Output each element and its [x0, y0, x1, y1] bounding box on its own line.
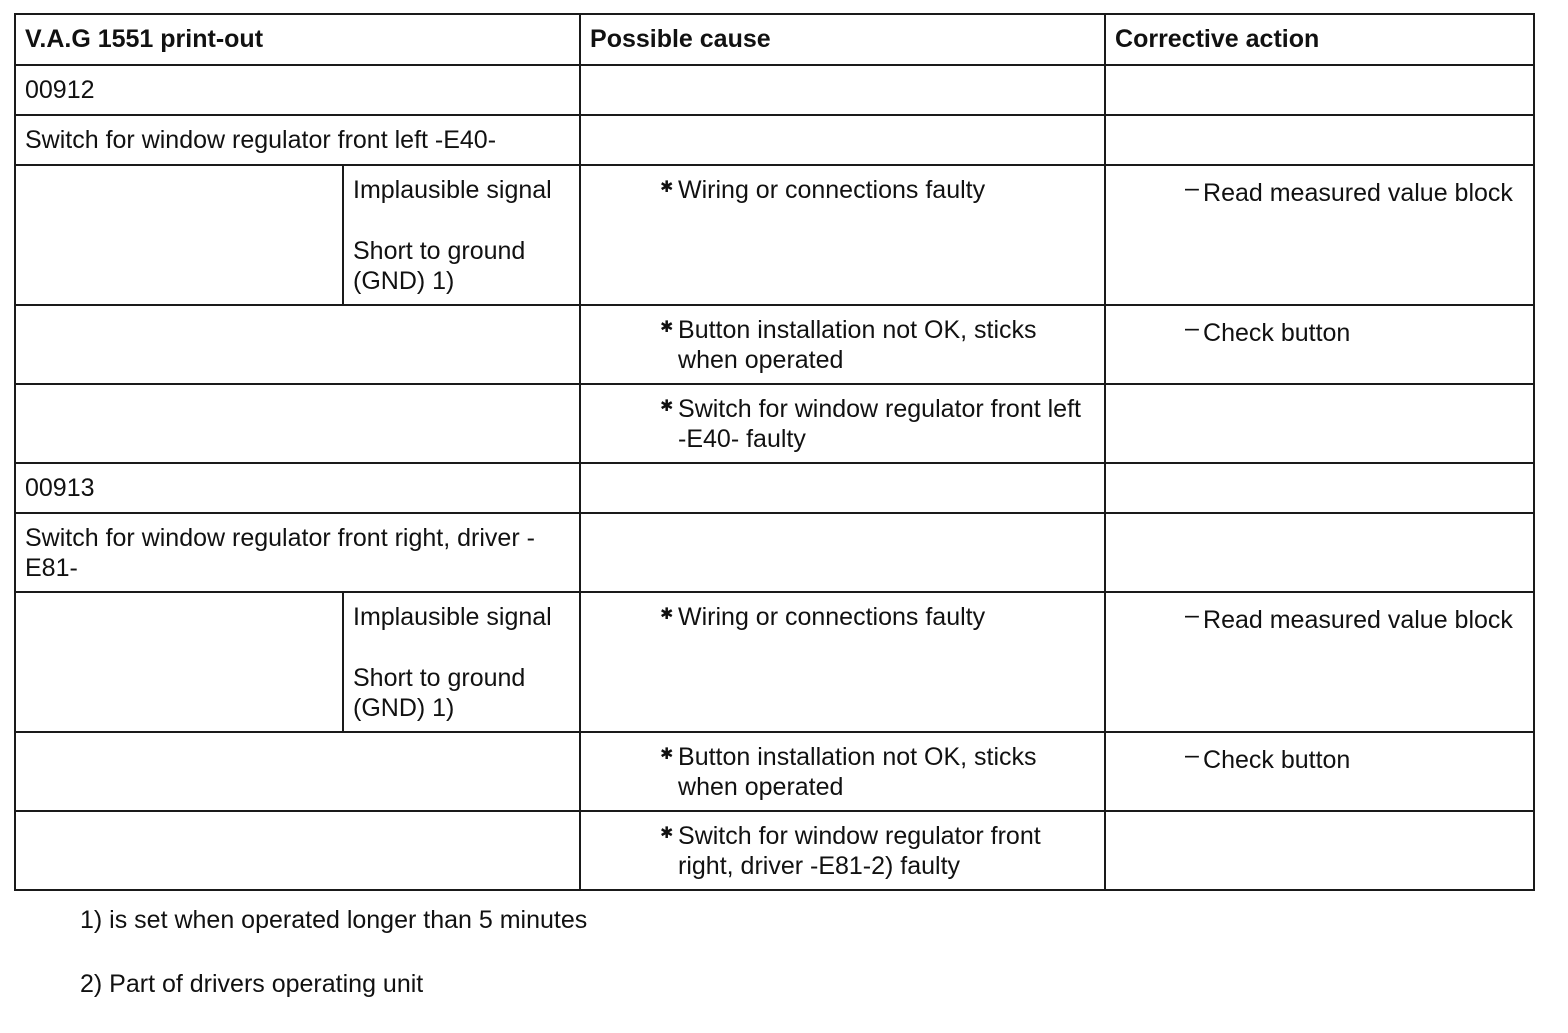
table-row: [15, 305, 1534, 384]
cause-text: Button installation not OK, sticks when operated: [678, 743, 1037, 801]
fault-description: [343, 165, 580, 305]
action-cell: [1105, 732, 1534, 811]
action-text: Check button: [1203, 746, 1351, 774]
empty-cell: [1105, 811, 1534, 890]
cause-cell: [580, 592, 1105, 732]
dash-icon: –: [1185, 741, 1199, 769]
empty-cell: [580, 463, 1105, 513]
action-cell: [1105, 305, 1534, 384]
cause-text: Wiring or connections faulty: [678, 603, 986, 631]
header-possible-cause: Possible cause: [580, 14, 1105, 65]
header-corrective-action: Corrective action: [1105, 14, 1534, 65]
fault-text: Implausible signal: [353, 176, 552, 204]
empty-cell: [15, 305, 580, 384]
empty-cell: [15, 384, 580, 463]
empty-cell: [15, 592, 343, 732]
table-row: [15, 732, 1534, 811]
footnotes: [80, 905, 587, 1033]
bullet-icon: ✱: [660, 606, 674, 623]
fault-text: Short to ground (GND) 1): [353, 664, 526, 722]
action-text: Read measured value block: [1203, 179, 1513, 207]
table-row: [15, 115, 1534, 165]
fault-code: 00912: [15, 65, 580, 115]
footnote-1: 1) is set when operated longer than 5 minutes: [80, 906, 588, 934]
dash-icon: –: [1185, 174, 1199, 202]
dash-icon: –: [1185, 314, 1199, 342]
bullet-icon: ✱: [660, 398, 674, 415]
cause-text: Switch for window regulator front right, driver -E81-2) faulty: [678, 822, 1041, 880]
spacer: [353, 205, 571, 236]
action-cell: [1105, 592, 1534, 732]
empty-cell: [15, 811, 580, 890]
cause-cell: [580, 811, 1105, 890]
header-printout: V.A.G 1551 print-out: [15, 14, 580, 65]
fault-text: Short to ground (GND) 1): [353, 237, 526, 295]
action-cell: [1105, 165, 1534, 305]
fault-code: 00913: [15, 463, 580, 513]
empty-cell: [580, 115, 1105, 165]
component-name: Switch for window regulator front left -E40-: [15, 115, 580, 165]
fault-table: [14, 13, 1535, 891]
empty-cell: [15, 732, 580, 811]
cause-cell: [580, 165, 1105, 305]
table-row: [15, 463, 1534, 513]
action-text: Check button: [1203, 319, 1351, 347]
table-row: [15, 513, 1534, 592]
bullet-icon: ✱: [660, 746, 674, 763]
cause-text: Button installation not OK, sticks when operated: [678, 316, 1037, 374]
dash-icon: –: [1185, 601, 1199, 629]
empty-cell: [1105, 513, 1534, 592]
empty-cell: [580, 513, 1105, 592]
table-row: [15, 592, 1534, 732]
fault-text: Implausible signal: [353, 603, 552, 631]
table-header-row: [15, 14, 1534, 65]
action-text: Read measured value block: [1203, 606, 1513, 634]
spacer: [353, 632, 571, 663]
table-row: [15, 811, 1534, 890]
table-row: [15, 165, 1534, 305]
empty-cell: [1105, 384, 1534, 463]
empty-cell: [1105, 65, 1534, 115]
table-row: [15, 384, 1534, 463]
cause-cell: [580, 305, 1105, 384]
cause-cell: [580, 384, 1105, 463]
bullet-icon: ✱: [660, 319, 674, 336]
empty-cell: [1105, 115, 1534, 165]
empty-cell: [15, 165, 343, 305]
empty-cell: [1105, 463, 1534, 513]
empty-cell: [580, 65, 1105, 115]
table-row: [15, 65, 1534, 115]
footnote-2: 2) Part of drivers operating unit: [80, 970, 424, 998]
fault-description: [343, 592, 580, 732]
cause-cell: [580, 732, 1105, 811]
cause-text: Switch for window regulator front left -E40- faulty: [678, 395, 1081, 453]
cause-text: Wiring or connections faulty: [678, 176, 986, 204]
bullet-icon: ✱: [660, 179, 674, 196]
bullet-icon: ✱: [660, 825, 674, 842]
component-name: Switch for window regulator front right, driver -E81-: [15, 513, 580, 592]
